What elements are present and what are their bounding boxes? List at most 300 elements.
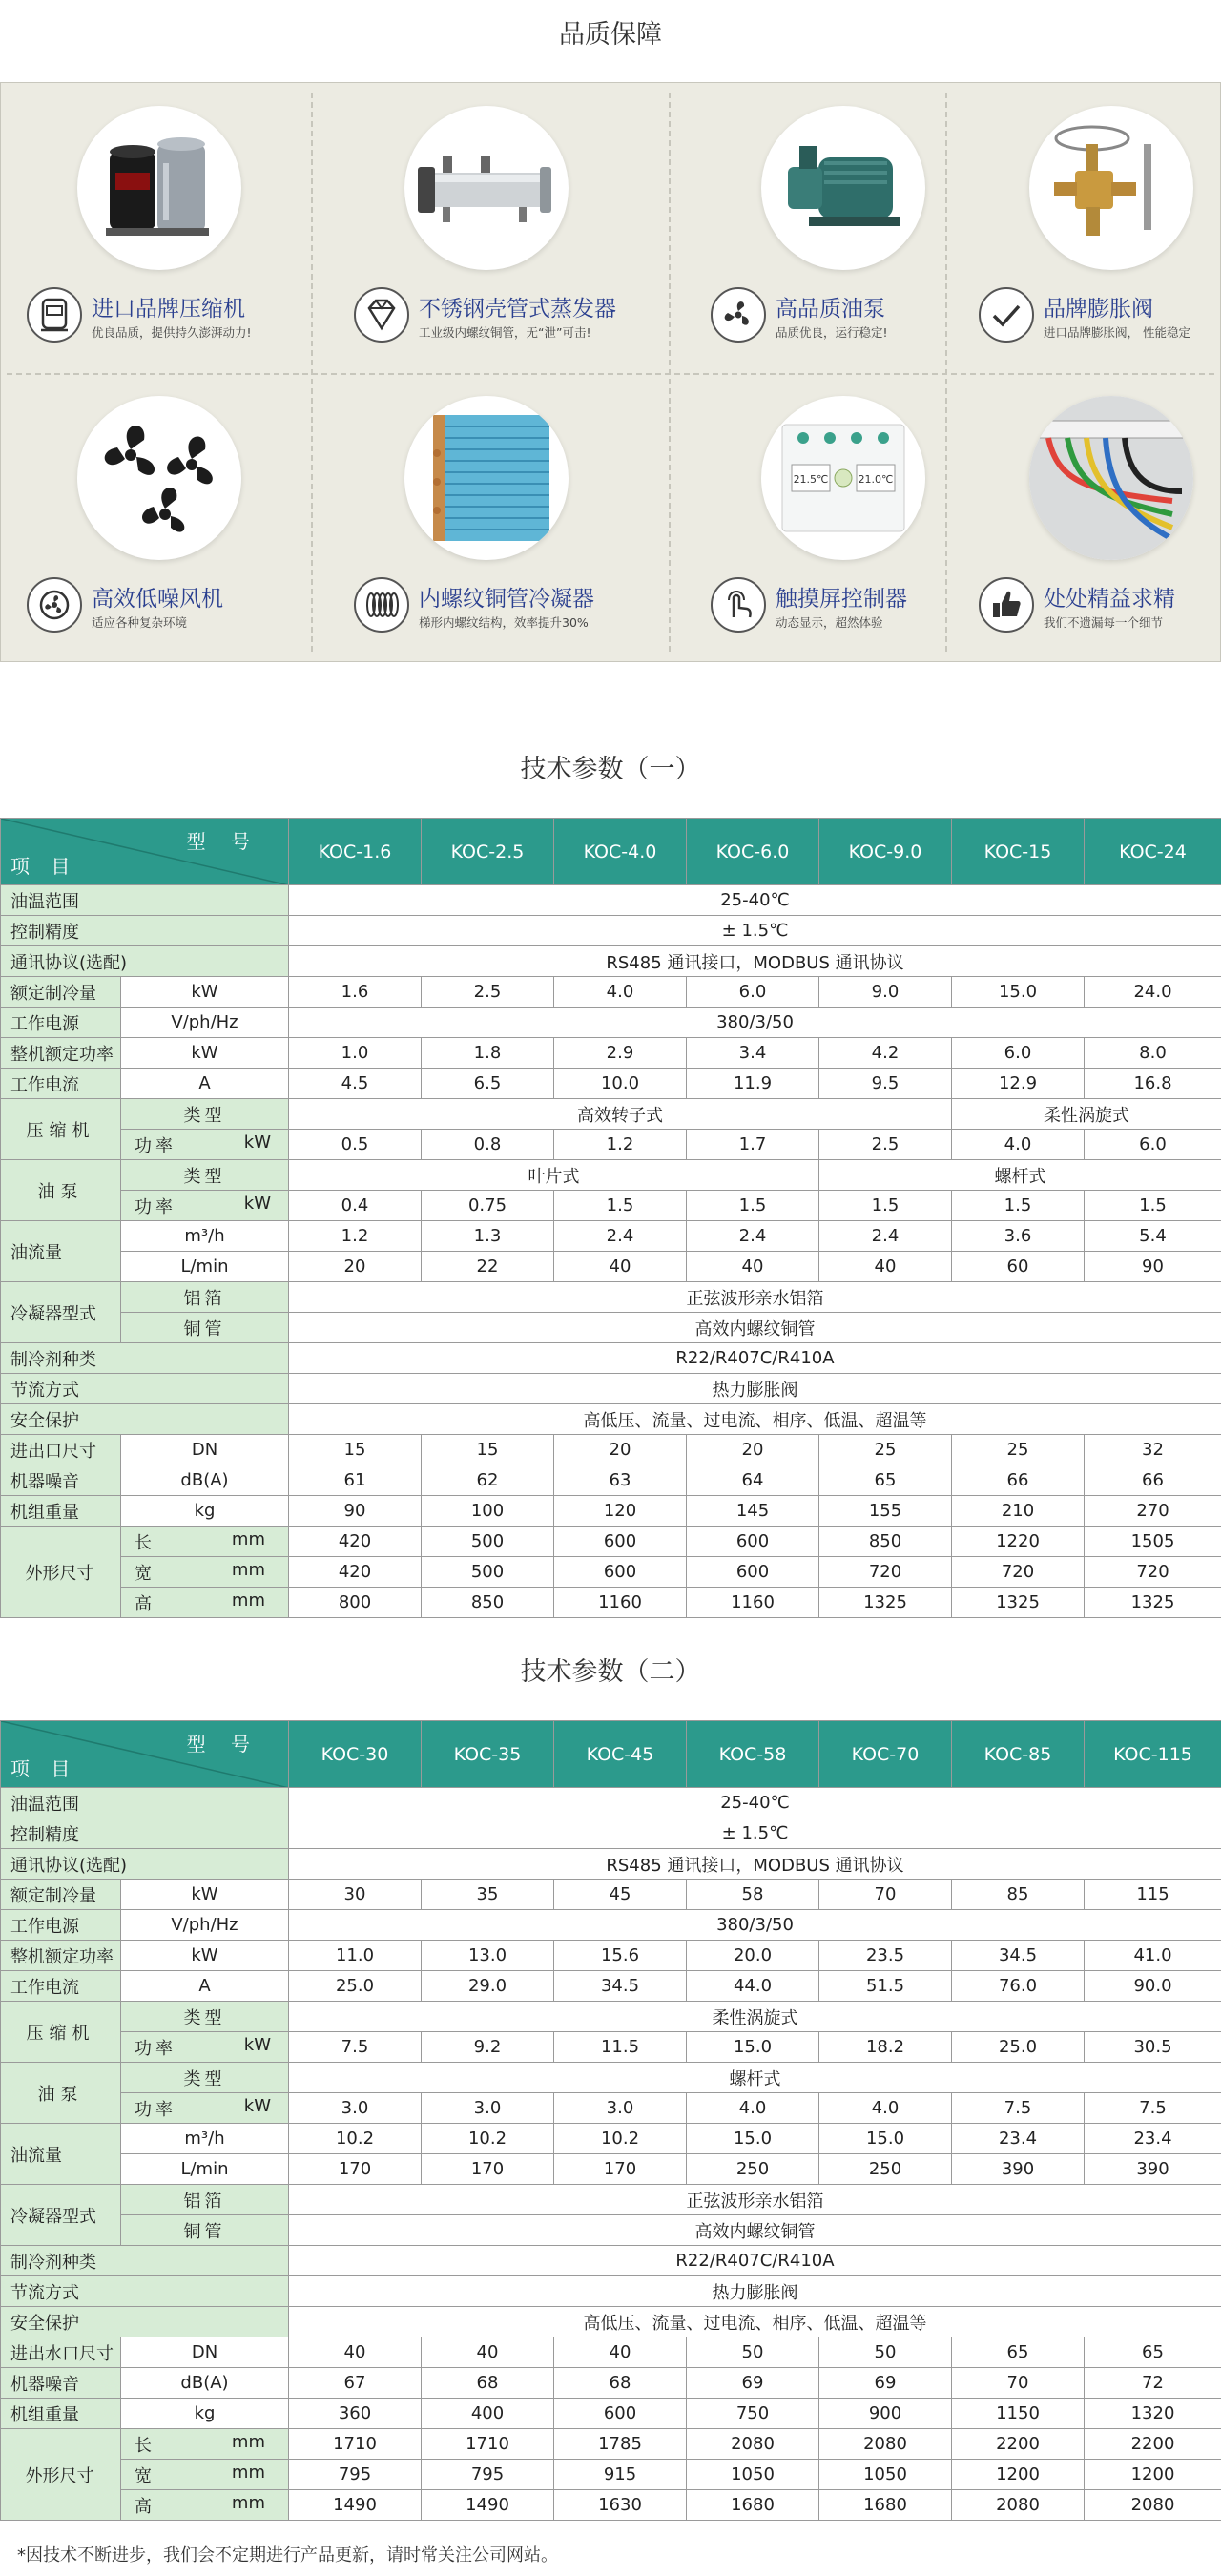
table-row (1, 1374, 1221, 1404)
model-name: KOC-70 (819, 1721, 952, 1788)
cell: 64 (687, 1465, 819, 1496)
cell: 1160 (554, 1588, 687, 1618)
row-value: 热力膨胀阀 (289, 1374, 1221, 1404)
cell: 250 (687, 2154, 819, 2185)
feature-title: 内螺纹铜管冷凝器 (419, 587, 594, 612)
table-row (1, 2185, 1221, 2215)
cell: 4.2 (819, 1038, 952, 1069)
feature-title: 处处精益求精 (1044, 587, 1175, 612)
cell: 50 (687, 2337, 819, 2368)
row-value: 热力膨胀阀 (289, 2276, 1221, 2307)
cell: 4.0 (687, 2093, 819, 2124)
row-label: 控制精度 (1, 916, 289, 946)
row-label: 机组重量 (1, 2399, 121, 2429)
cell: 22 (422, 1252, 554, 1282)
cell: 170 (554, 2154, 687, 2185)
cell: 7.5 (952, 2093, 1085, 2124)
model-name: KOC-1.6 (289, 819, 422, 885)
row-sublabel: 铝箔 (121, 2185, 289, 2215)
table-row (1, 2215, 1221, 2246)
cell: 3.0 (422, 2093, 554, 2124)
cell: 41.0 (1085, 1941, 1221, 1971)
cell: 20 (687, 1435, 819, 1465)
cell: 66 (952, 1465, 1085, 1496)
cell: 0.5 (289, 1130, 422, 1160)
table-row (1, 2460, 1221, 2490)
model-name: KOC-30 (289, 1721, 422, 1788)
row-label: 冷凝器型式 (1, 2185, 121, 2246)
row-label: 油流量 (1, 1221, 121, 1282)
cell: 360 (289, 2399, 422, 2429)
model-name: KOC-24 (1085, 819, 1221, 885)
cell: 2080 (1085, 2490, 1221, 2521)
cell: 1680 (687, 2490, 819, 2521)
condenser-image (404, 396, 569, 560)
compressor-image (77, 106, 241, 270)
model-name: KOC-6.0 (687, 819, 819, 885)
cell: 20.0 (687, 1941, 819, 1971)
cell: 1050 (819, 2460, 952, 2490)
cell: 720 (952, 1557, 1085, 1588)
feature-title: 高效低噪风机 (92, 587, 223, 612)
cell: 4.0 (819, 2093, 952, 2124)
feature-card-wiring (958, 373, 1221, 663)
cell: 7.5 (289, 2032, 422, 2063)
cell: 1.5 (819, 1191, 952, 1221)
row-value: ± 1.5℃ (289, 1818, 1221, 1849)
row-sublabel (121, 2093, 289, 2124)
row-unit: dB(A) (121, 1465, 289, 1496)
row-label: 油温范围 (1, 885, 289, 916)
model-name: KOC-45 (554, 1721, 687, 1788)
cell: 65 (1085, 2337, 1221, 2368)
table-row (1, 885, 1221, 916)
row-label: 额定制冷量 (1, 977, 121, 1008)
cell: 70 (952, 2368, 1085, 2399)
row-label: 机组重量 (1, 1496, 121, 1527)
cell: 9.2 (422, 2032, 554, 2063)
model-header: 型 号 (186, 1733, 259, 1755)
table-row (1, 1849, 1221, 1880)
row-value: R22/R407C/R410A (289, 1343, 1221, 1374)
cell: 10.2 (289, 2124, 422, 2154)
table-row (1, 1252, 1221, 1282)
cell: 1200 (952, 2460, 1085, 2490)
cell: 915 (554, 2460, 687, 2490)
row-sublabel (121, 1130, 289, 1160)
cell: 15 (289, 1435, 422, 1465)
cell: 5.4 (1085, 1221, 1221, 1252)
table-row (1, 1038, 1221, 1069)
row-label: 制冷剂种类 (1, 1343, 289, 1374)
cell: 44.0 (687, 1971, 819, 2002)
cell: 10.2 (554, 2124, 687, 2154)
coil-icon (354, 577, 409, 633)
row-unit: mm (231, 2492, 265, 2513)
row-unit: kW (121, 977, 289, 1008)
cell: 68 (422, 2368, 554, 2399)
cell: 850 (422, 1588, 554, 1618)
row-label: 冷凝器型式 (1, 1282, 121, 1343)
controller-readout-right: 21.0℃ (858, 473, 894, 486)
row-sublabel: 铝箔 (121, 1282, 289, 1313)
thumbs-up-icon (979, 577, 1034, 633)
feature-title: 品牌膨胀阀 (1044, 297, 1153, 322)
cell: 2.4 (819, 1221, 952, 1252)
row-value: 正弦波形亲水铝箔 (289, 1282, 1221, 1313)
row-label: 工作电流 (1, 1069, 121, 1099)
row-unit: kW (121, 1941, 289, 1971)
cell: 600 (554, 2399, 687, 2429)
row-label: 安全保护 (1, 2307, 289, 2337)
cell: 2200 (952, 2429, 1085, 2460)
table-row (1, 1910, 1221, 1941)
cell: 18.2 (819, 2032, 952, 2063)
row-sublabel-text: 高 (135, 1593, 155, 1614)
cell: 70 (819, 1880, 952, 1910)
table-row (1, 2429, 1221, 2460)
row-unit: L/min (121, 1252, 289, 1282)
row-value: 高效内螺纹铜管 (289, 1313, 1221, 1343)
diamond-icon (354, 287, 409, 343)
row-value: 高低压、流量、过电流、相序、低温、超温等 (289, 1404, 1221, 1435)
wiring-image (1029, 396, 1193, 560)
table-row (1, 1788, 1221, 1818)
model-name: KOC-2.5 (422, 819, 554, 885)
row-unit: mm (231, 1559, 265, 1580)
cell: 6.5 (422, 1069, 554, 1099)
cell: 1050 (687, 2460, 819, 2490)
feature-card-evaporator (333, 83, 616, 373)
row-unit: kW (243, 2034, 271, 2055)
cell: 1.6 (289, 977, 422, 1008)
cell: 145 (687, 1496, 819, 1527)
cell: 0.4 (289, 1191, 422, 1221)
cell: 40 (289, 2337, 422, 2368)
cell: 1160 (687, 1588, 819, 1618)
cell: 500 (422, 1557, 554, 1588)
row-value: 25-40℃ (289, 885, 1221, 916)
table-row (1, 1527, 1221, 1557)
cell: 30.5 (1085, 2032, 1221, 2063)
cell: 90.0 (1085, 1971, 1221, 2002)
cell: 6.0 (952, 1038, 1085, 1069)
row-sublabel-text: 功率 (135, 2038, 176, 2059)
cell: 1.8 (422, 1038, 554, 1069)
cell: 720 (819, 1557, 952, 1588)
table-row (1, 946, 1221, 977)
cell: 600 (554, 1527, 687, 1557)
table-row (1, 1008, 1221, 1038)
cell: 25 (819, 1435, 952, 1465)
cell: 8.0 (1085, 1038, 1221, 1069)
cell: 6.0 (1085, 1130, 1221, 1160)
row-label: 进出水口尺寸 (1, 2337, 121, 2368)
cell: 35 (422, 1880, 554, 1910)
table-row (1, 1313, 1221, 1343)
cell: 11.0 (289, 1941, 422, 1971)
cell: 34.5 (554, 1971, 687, 2002)
cell: 15 (422, 1435, 554, 1465)
feature-subtitle: 动态显示，超然体验 (776, 615, 883, 630)
table-row (1, 1435, 1221, 1465)
model-name: KOC-4.0 (554, 819, 687, 885)
cell: 3.0 (289, 2093, 422, 2124)
row-sublabel: 类型 (121, 1099, 289, 1130)
cell: 23.5 (819, 1941, 952, 1971)
cell: 900 (819, 2399, 952, 2429)
cell: 1.7 (687, 1130, 819, 1160)
evaporator-image (404, 106, 569, 270)
cell: 51.5 (819, 1971, 952, 2002)
cell: 15.0 (819, 2124, 952, 2154)
cell: 72 (1085, 2368, 1221, 2399)
cell: 1150 (952, 2399, 1085, 2429)
cell: 2080 (687, 2429, 819, 2460)
row-sublabel: 类型 (121, 2002, 289, 2032)
cell: 2080 (952, 2490, 1085, 2521)
row-label: 机器噪音 (1, 1465, 121, 1496)
cell: 40 (554, 1252, 687, 1282)
cell: 1.5 (1085, 1191, 1221, 1221)
model-name: KOC-58 (687, 1721, 819, 1788)
cell: 3.6 (952, 1221, 1085, 1252)
feature-card-condenser (333, 373, 610, 663)
row-unit: DN (121, 1435, 289, 1465)
feature-card-expansion-valve (958, 83, 1221, 373)
row-label: 节流方式 (1, 1374, 289, 1404)
cell: 76.0 (952, 1971, 1085, 2002)
cell: 600 (554, 1557, 687, 1588)
row-unit: DN (121, 2337, 289, 2368)
touch-icon (711, 577, 766, 633)
table-row (1, 2124, 1221, 2154)
fan-icon (27, 577, 82, 633)
row-label: 外形尺寸 (1, 2429, 121, 2521)
row-label: 油泵 (1, 1160, 121, 1221)
cell: 1.0 (289, 1038, 422, 1069)
cell: 40 (554, 2337, 687, 2368)
spec-table-1-title: 技术参数（一） (520, 755, 701, 784)
feature-subtitle: 品质优良，运行稳定! (776, 325, 888, 340)
cell: 2080 (819, 2429, 952, 2460)
table-row (1, 1941, 1221, 1971)
cell: 50 (819, 2337, 952, 2368)
row-unit: kW (243, 2095, 271, 2116)
row-label: 控制精度 (1, 1818, 289, 1849)
row-sublabel (121, 2032, 289, 2063)
divider (669, 93, 671, 652)
cell: 62 (422, 1465, 554, 1496)
row-label: 油流量 (1, 2124, 121, 2185)
cell: 11.5 (554, 2032, 687, 2063)
row-sublabel (121, 2490, 289, 2521)
cell: 155 (819, 1496, 952, 1527)
cell: 1630 (554, 2490, 687, 2521)
row-value: 高效内螺纹铜管 (289, 2215, 1221, 2246)
table-row (1, 2307, 1221, 2337)
table-row (1, 2063, 1221, 2093)
table-row (1, 2368, 1221, 2399)
divider (311, 93, 313, 652)
cell: 13.0 (422, 1941, 554, 1971)
row-value: 380/3/50 (289, 1008, 1221, 1038)
cell: 90 (1085, 1252, 1221, 1282)
model-name: KOC-115 (1085, 1721, 1221, 1788)
cell: 1785 (554, 2429, 687, 2460)
cell: 3.0 (554, 2093, 687, 2124)
row-value: RS485 通讯接口，MODBUS 通讯协议 (289, 1849, 1221, 1880)
cell: 11.9 (687, 1069, 819, 1099)
row-unit: V/ph/Hz (121, 1910, 289, 1941)
controller-readout-left: 21.5℃ (793, 473, 829, 486)
table-row (1, 1343, 1221, 1374)
table-row (1, 1404, 1221, 1435)
cell: 7.5 (1085, 2093, 1221, 2124)
table-row (1, 2002, 1221, 2032)
table-row (1, 916, 1221, 946)
table-row (1, 1282, 1221, 1313)
row-unit: kW (243, 1193, 271, 1214)
table-corner-header (1, 819, 289, 885)
cell: 10.0 (554, 1069, 687, 1099)
row-value: ± 1.5℃ (289, 916, 1221, 946)
table-row (1, 1557, 1221, 1588)
cell: 420 (289, 1557, 422, 1588)
cell: 1325 (1085, 1588, 1221, 1618)
cell: 3.4 (687, 1038, 819, 1069)
row-unit: mm (231, 1589, 265, 1610)
cell: 40 (422, 2337, 554, 2368)
cell: 45 (554, 1880, 687, 1910)
table-row (1, 977, 1221, 1008)
table-row (1, 1818, 1221, 1849)
spec-table-1 (0, 818, 1221, 1618)
row-unit: V/ph/Hz (121, 1008, 289, 1038)
cell: 500 (422, 1527, 554, 1557)
row-value: 螺杆式 (289, 2063, 1221, 2093)
cell: 4.0 (554, 977, 687, 1008)
row-sublabel: 铜管 (121, 2215, 289, 2246)
cell: 1.2 (289, 1221, 422, 1252)
cell: 9.0 (819, 977, 952, 1008)
table-row (1, 2246, 1221, 2276)
table-row (1, 2093, 1221, 2124)
row-value: 高效转子式 (289, 1099, 952, 1130)
cell: 90 (289, 1496, 422, 1527)
cell: 20 (554, 1435, 687, 1465)
row-value: 螺杆式 (819, 1160, 1221, 1191)
item-header: 项 目 (10, 1757, 78, 1780)
cell: 1490 (289, 2490, 422, 2521)
cell: 170 (289, 2154, 422, 2185)
cell: 390 (952, 2154, 1085, 2185)
model-header: 型 号 (186, 830, 259, 853)
row-sublabel: 类型 (121, 1160, 289, 1191)
table-row (1, 2032, 1221, 2063)
row-value: 高低压、流量、过电流、相序、低温、超温等 (289, 2307, 1221, 2337)
cell: 720 (1085, 1557, 1221, 1588)
cell: 23.4 (1085, 2124, 1221, 2154)
cell: 58 (687, 1880, 819, 1910)
cell: 0.8 (422, 1130, 554, 1160)
row-unit: kW (243, 1132, 271, 1153)
table-row (1, 1465, 1221, 1496)
cell: 250 (819, 2154, 952, 2185)
quality-panel (0, 82, 1221, 662)
table-row (1, 1099, 1221, 1130)
table-row (1, 1221, 1221, 1252)
row-sublabel (121, 1557, 289, 1588)
feature-title: 触摸屏控制器 (776, 587, 907, 612)
table-row (1, 1160, 1221, 1191)
row-unit: kg (121, 1496, 289, 1527)
row-sublabel (121, 1191, 289, 1221)
cell: 400 (422, 2399, 554, 2429)
feature-subtitle: 我们不遗漏每一个细节 (1044, 615, 1164, 630)
model-name: KOC-35 (422, 1721, 554, 1788)
row-unit: kW (121, 1038, 289, 1069)
table-row (1, 2154, 1221, 2185)
row-label: 机器噪音 (1, 2368, 121, 2399)
row-label: 工作电源 (1, 1008, 121, 1038)
feature-card-controller (690, 373, 966, 663)
row-label: 整机额定功率 (1, 1038, 121, 1069)
cell: 15.0 (952, 977, 1085, 1008)
row-sublabel-text: 长 (135, 1532, 155, 1553)
cell: 210 (952, 1496, 1085, 1527)
cell: 66 (1085, 1465, 1221, 1496)
cell: 15.6 (554, 1941, 687, 1971)
cell: 1200 (1085, 2460, 1221, 2490)
row-label: 通讯协议(选配) (1, 946, 289, 977)
row-unit: m³/h (121, 2124, 289, 2154)
table-row (1, 1588, 1221, 1618)
cell: 0.75 (422, 1191, 554, 1221)
row-sublabel-text: 长 (135, 2435, 155, 2456)
row-sublabel (121, 1527, 289, 1557)
spec-table-2 (0, 1720, 1221, 2521)
row-label: 制冷剂种类 (1, 2246, 289, 2276)
cell: 600 (687, 1557, 819, 1588)
row-value: 380/3/50 (289, 1910, 1221, 1941)
spec-table-2-title: 技术参数（二） (520, 1657, 701, 1687)
table-row (1, 1971, 1221, 2002)
row-unit: kg (121, 2399, 289, 2429)
controller-image (761, 396, 925, 560)
checkmark-icon (979, 287, 1034, 343)
cell: 1.5 (554, 1191, 687, 1221)
row-label: 整机额定功率 (1, 1941, 121, 1971)
row-sublabel-text: 高 (135, 2496, 155, 2517)
feature-title: 高品质油泵 (776, 297, 885, 322)
cell: 16.8 (1085, 1069, 1221, 1099)
item-header: 项 目 (10, 855, 78, 878)
cell: 2.4 (687, 1221, 819, 1252)
model-name: KOC-15 (952, 819, 1085, 885)
cell: 2.4 (554, 1221, 687, 1252)
cell: 2.5 (422, 977, 554, 1008)
cell: 85 (952, 1880, 1085, 1910)
compressor-icon (27, 287, 82, 343)
cell: 69 (687, 2368, 819, 2399)
model-name: KOC-85 (952, 1721, 1085, 1788)
row-unit: mm (231, 2431, 265, 2452)
row-value: 叶片式 (289, 1160, 819, 1191)
row-sublabel-text: 功率 (135, 1135, 176, 1156)
cell: 850 (819, 1527, 952, 1557)
model-name: KOC-9.0 (819, 819, 952, 885)
